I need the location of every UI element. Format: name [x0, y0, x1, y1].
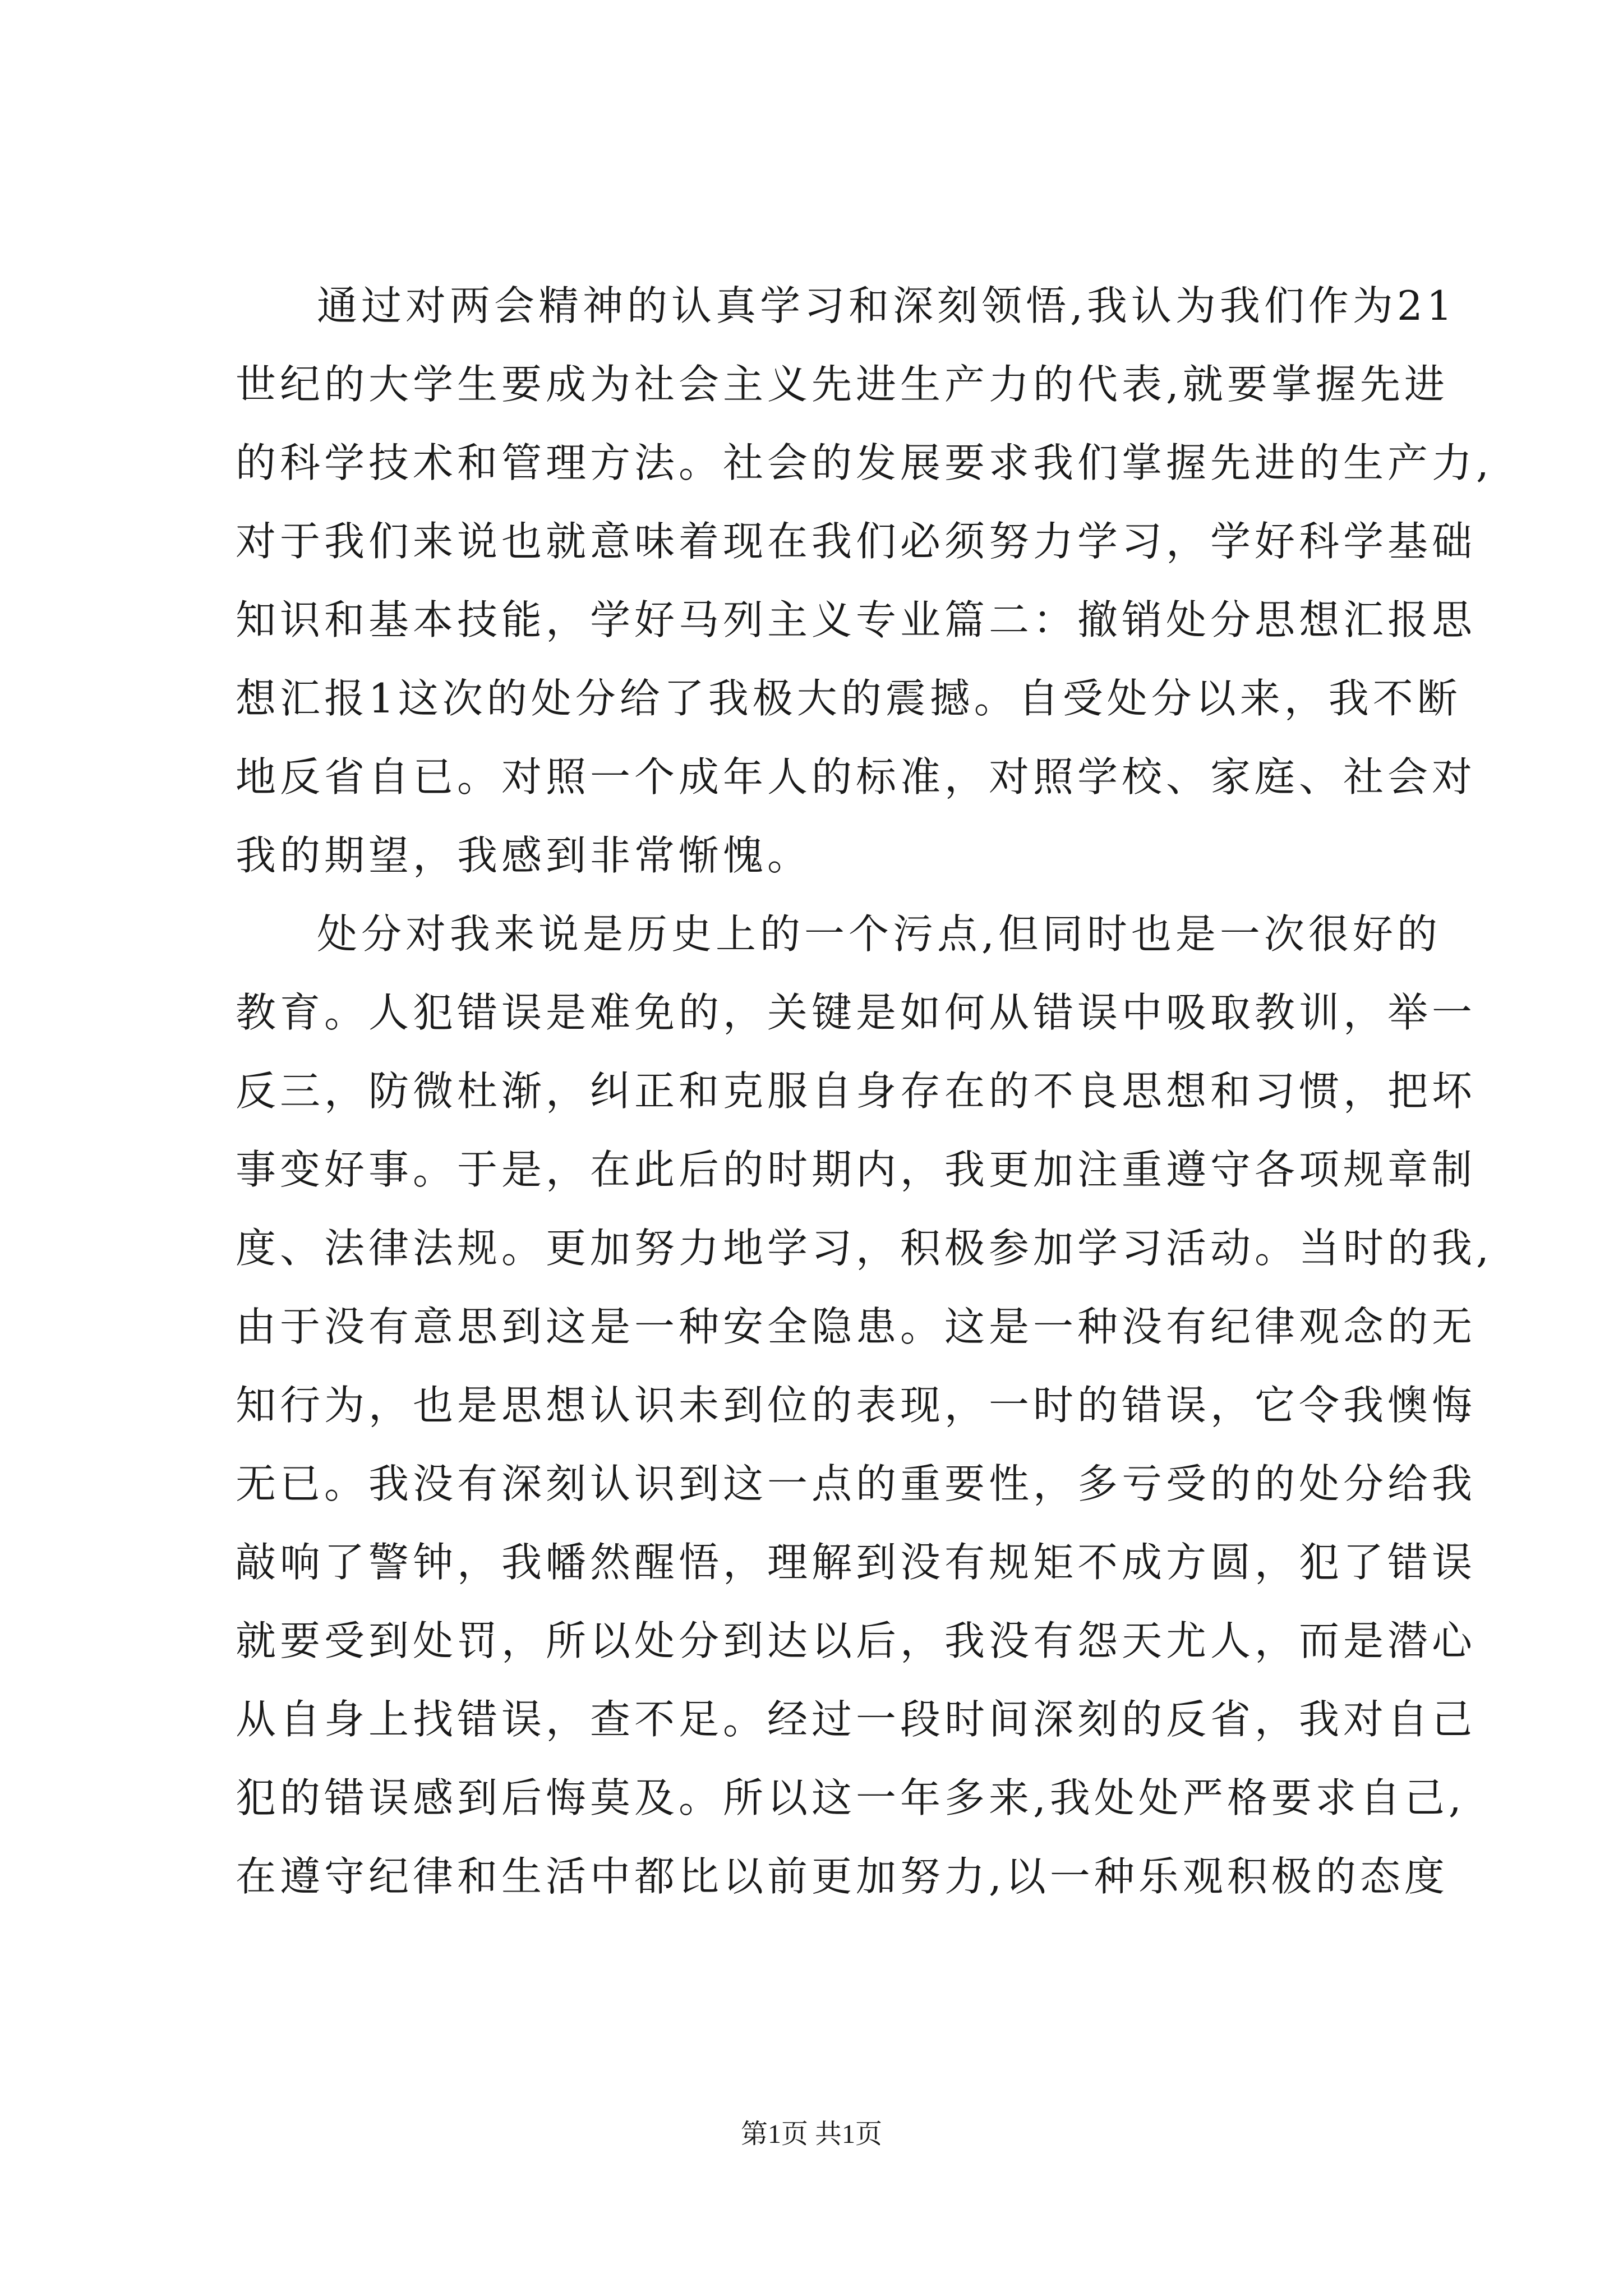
paragraph-line: 我的期望，我感到非常惭愧。 [236, 832, 812, 879]
paragraph-line: 地反省自已。对照一个成年人的标准，对照学校、家庭、社会对 [236, 753, 1477, 800]
paragraph-line: 知行为，也是思想认识未到位的表现，一时的错误，它令我懊悔 [236, 1382, 1477, 1429]
paragraph-line: 犯的错误感到后悔莫及。所以这一年多来,我处处严格要求自己, [236, 1774, 1465, 1821]
page-footer: 第1页 共1页 [740, 2119, 882, 2149]
paragraph-line: 处分对我来说是历史上的一个污点,但同时也是一次很好的 [317, 910, 1441, 958]
paragraph-line: 在遵守纪律和生活中都比以前更加努力,以一种乐观积极的态度 [236, 1853, 1449, 1900]
paragraph-line: 的科学技术和管理方法。社会的发展要求我们掌握先进的生产力, [236, 439, 1493, 486]
paragraph-line: 世纪的大学生要成为社会主义先进生产力的代表,就要掌握先进 [236, 361, 1449, 408]
document-body [236, 266, 1493, 1916]
paragraph-line: 无已。我没有深刻认识到这一点的重要性，多亏受的的处分给我 [236, 1460, 1477, 1507]
paragraph-line: 由于没有意思到这是一种安全隐患。这是一种没有纪律观念的无 [236, 1303, 1477, 1350]
paragraph-line: 知识和基本技能，学好马列主义专业篇二：撤销处分思想汇报思 [236, 596, 1477, 643]
paragraph-line: 从自身上找错误，查不足。经过一段时间深刻的反省，我对自己 [236, 1696, 1477, 1743]
paragraph-line: 敲响了警钟，我幡然醒悟，理解到没有规矩不成方圆，犯了错误 [236, 1539, 1477, 1586]
paragraph-line: 就要受到处罚，所以处分到达以后，我没有怨天尤人，而是潜心 [236, 1617, 1477, 1664]
paragraph-line: 通过对两会精神的认真学习和深刻领悟,我认为我们作为21 [317, 282, 1456, 329]
paragraph-line: 想汇报1这次的处分给了我极大的震撼。自受处分以来，我不断 [236, 675, 1461, 722]
paragraph-line: 对于我们来说也就意味着现在我们必须努力学习，学好科学基础 [236, 518, 1477, 565]
paragraph-line: 度、法律法规。更加努力地学习，积极参加学习活动。当时的我, [236, 1225, 1493, 1272]
paragraph-line: 反三，防微杜渐，纠正和克服自身存在的不良思想和习惯，把坏 [236, 1068, 1477, 1115]
paragraph-line: 事变好事。于是，在此后的时期内，我更加注重遵守各项规章制 [236, 1146, 1477, 1193]
paragraph-line: 教育。人犯错误是难免的，关键是如何从错误中吸取教训，举一 [236, 989, 1477, 1036]
